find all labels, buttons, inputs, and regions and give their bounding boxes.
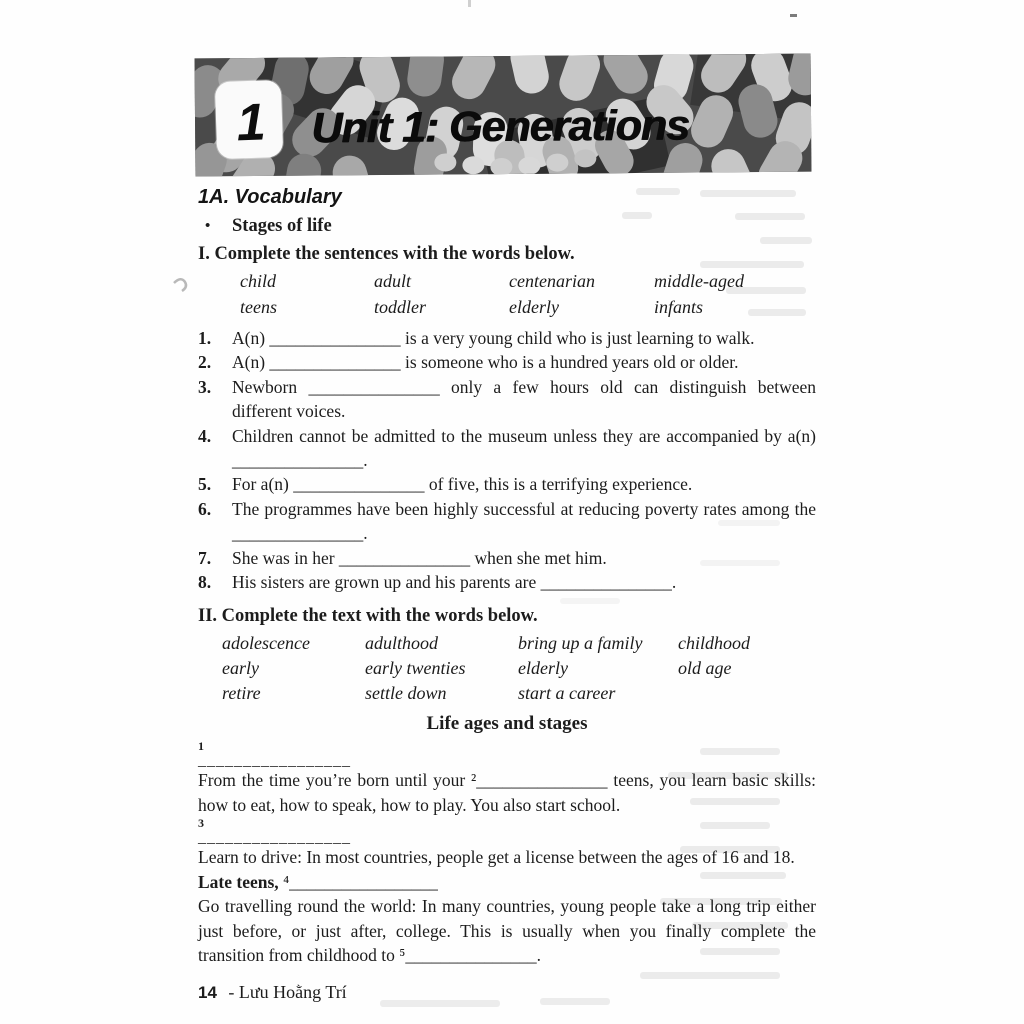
word-bank-term: child — [240, 271, 276, 291]
sentence-item — [198, 424, 816, 473]
exercise2-instruction: II. Complete the text with the words below. — [198, 606, 538, 627]
item-number: 7. — [198, 547, 212, 568]
word-bank-term: start a career — [518, 683, 616, 704]
sentence-item — [198, 546, 816, 570]
sentence-item — [198, 326, 816, 350]
word-bank-term: centenarian — [509, 271, 595, 291]
item-number: 4. — [198, 425, 212, 446]
item-number: 6. — [198, 498, 212, 519]
item-number: 1. — [198, 328, 212, 348]
sentence-item — [198, 472, 816, 496]
sentence-item — [198, 375, 816, 424]
unit-number-badge — [215, 80, 284, 159]
unit-banner — [195, 54, 812, 177]
item-text: A(n) _______________ is a very young child who is just learning to walk. — [232, 328, 755, 348]
passage-paragraph: Learn to drive: In most countries, people get a license between the ages of 16 and 18. — [198, 847, 795, 868]
blank-line: _________________ — [198, 752, 351, 770]
word-bank-term: elderly — [509, 296, 559, 317]
page-number: 14 — [198, 983, 217, 1003]
section-heading: 1A. Vocabulary — [198, 186, 342, 208]
sentence-item — [198, 570, 816, 594]
page-content — [198, 186, 816, 1005]
exercise1-instruction: I. Complete the sentences with the words below. — [198, 244, 575, 264]
item-text: She was in her _______________ when she met him. — [232, 547, 607, 568]
blank-line: _________________ — [198, 829, 351, 847]
numbered-blank-3 — [198, 817, 816, 845]
passage-paragraph: Go travelling round the world: In many countries, young people take a long trip either just before, or just after, college. This is usually when you finally complete the transition from childhood to ⁵_______________. — [198, 896, 816, 965]
author-credit: - Lưu Hoằng Trí — [228, 982, 347, 1003]
item-number: 3. — [198, 376, 212, 397]
page-footer — [198, 980, 816, 1005]
item-text: Newborn _______________ only a few hours old can distinguish between different voices. — [232, 376, 816, 422]
bullet-icon: • — [205, 218, 211, 234]
item-text: His sisters are grown up and his parents are _______________. — [232, 572, 677, 593]
sentence-item — [198, 497, 816, 546]
late-teens-label: Late teens, — [198, 871, 279, 892]
word-bank-term: elderly — [518, 658, 568, 679]
item-text: Children cannot be admitted to the museum unless they are accompanied by a(n) _______________. — [232, 425, 816, 471]
blank-number: 1 — [198, 739, 204, 754]
topic-heading-label: Stages of life — [232, 216, 332, 236]
word-bank-term: adult — [374, 271, 412, 291]
passage-paragraph: From the time you’re born until your ²_______________ teens, you learn basic skills: how to eat, how to speak, how to play. You also start school. — [198, 770, 816, 815]
topic-heading — [198, 214, 816, 239]
exercise1-word-bank — [198, 269, 816, 320]
numbered-blank-1 — [198, 740, 816, 768]
word-bank-term: adolescence — [222, 633, 310, 654]
passage-title: Life ages and stages — [426, 713, 588, 735]
word-bank-term: infants — [654, 296, 704, 317]
item-text: For a(n) _______________ of five, this is a terrifying experience. — [232, 474, 693, 495]
word-bank-term: toddler — [374, 296, 426, 317]
late-teens-line — [198, 870, 816, 894]
word-bank-term: childhood — [678, 633, 750, 654]
item-number: 5. — [198, 474, 212, 495]
word-bank-term: early — [222, 658, 259, 679]
blank-number: 3 — [198, 816, 204, 831]
word-bank-term: adulthood — [365, 633, 439, 654]
word-bank-term: old age — [678, 658, 732, 679]
sentence-item — [198, 350, 816, 374]
item-text: A(n) _______________ is someone who is a hundred years old or older. — [232, 352, 739, 373]
exercise2-word-bank — [198, 631, 816, 706]
item-text: The programmes have been highly successful at reducing poverty rates among the _______________. — [232, 498, 816, 544]
word-bank-term: retire — [222, 683, 261, 704]
item-number: 8. — [198, 572, 212, 593]
word-bank-term: teens — [240, 296, 277, 317]
word-bank-term: early twenties — [365, 658, 466, 679]
item-number: 2. — [198, 352, 212, 373]
unit-number: 1 — [235, 92, 267, 152]
word-bank-term: middle-aged — [654, 271, 744, 291]
word-bank-term: settle down — [365, 683, 447, 704]
blank-line: ⁴_________________ — [283, 871, 438, 892]
word-bank-term: bring up a family — [518, 633, 643, 654]
unit-title: Unit 1: Generations — [310, 101, 689, 153]
